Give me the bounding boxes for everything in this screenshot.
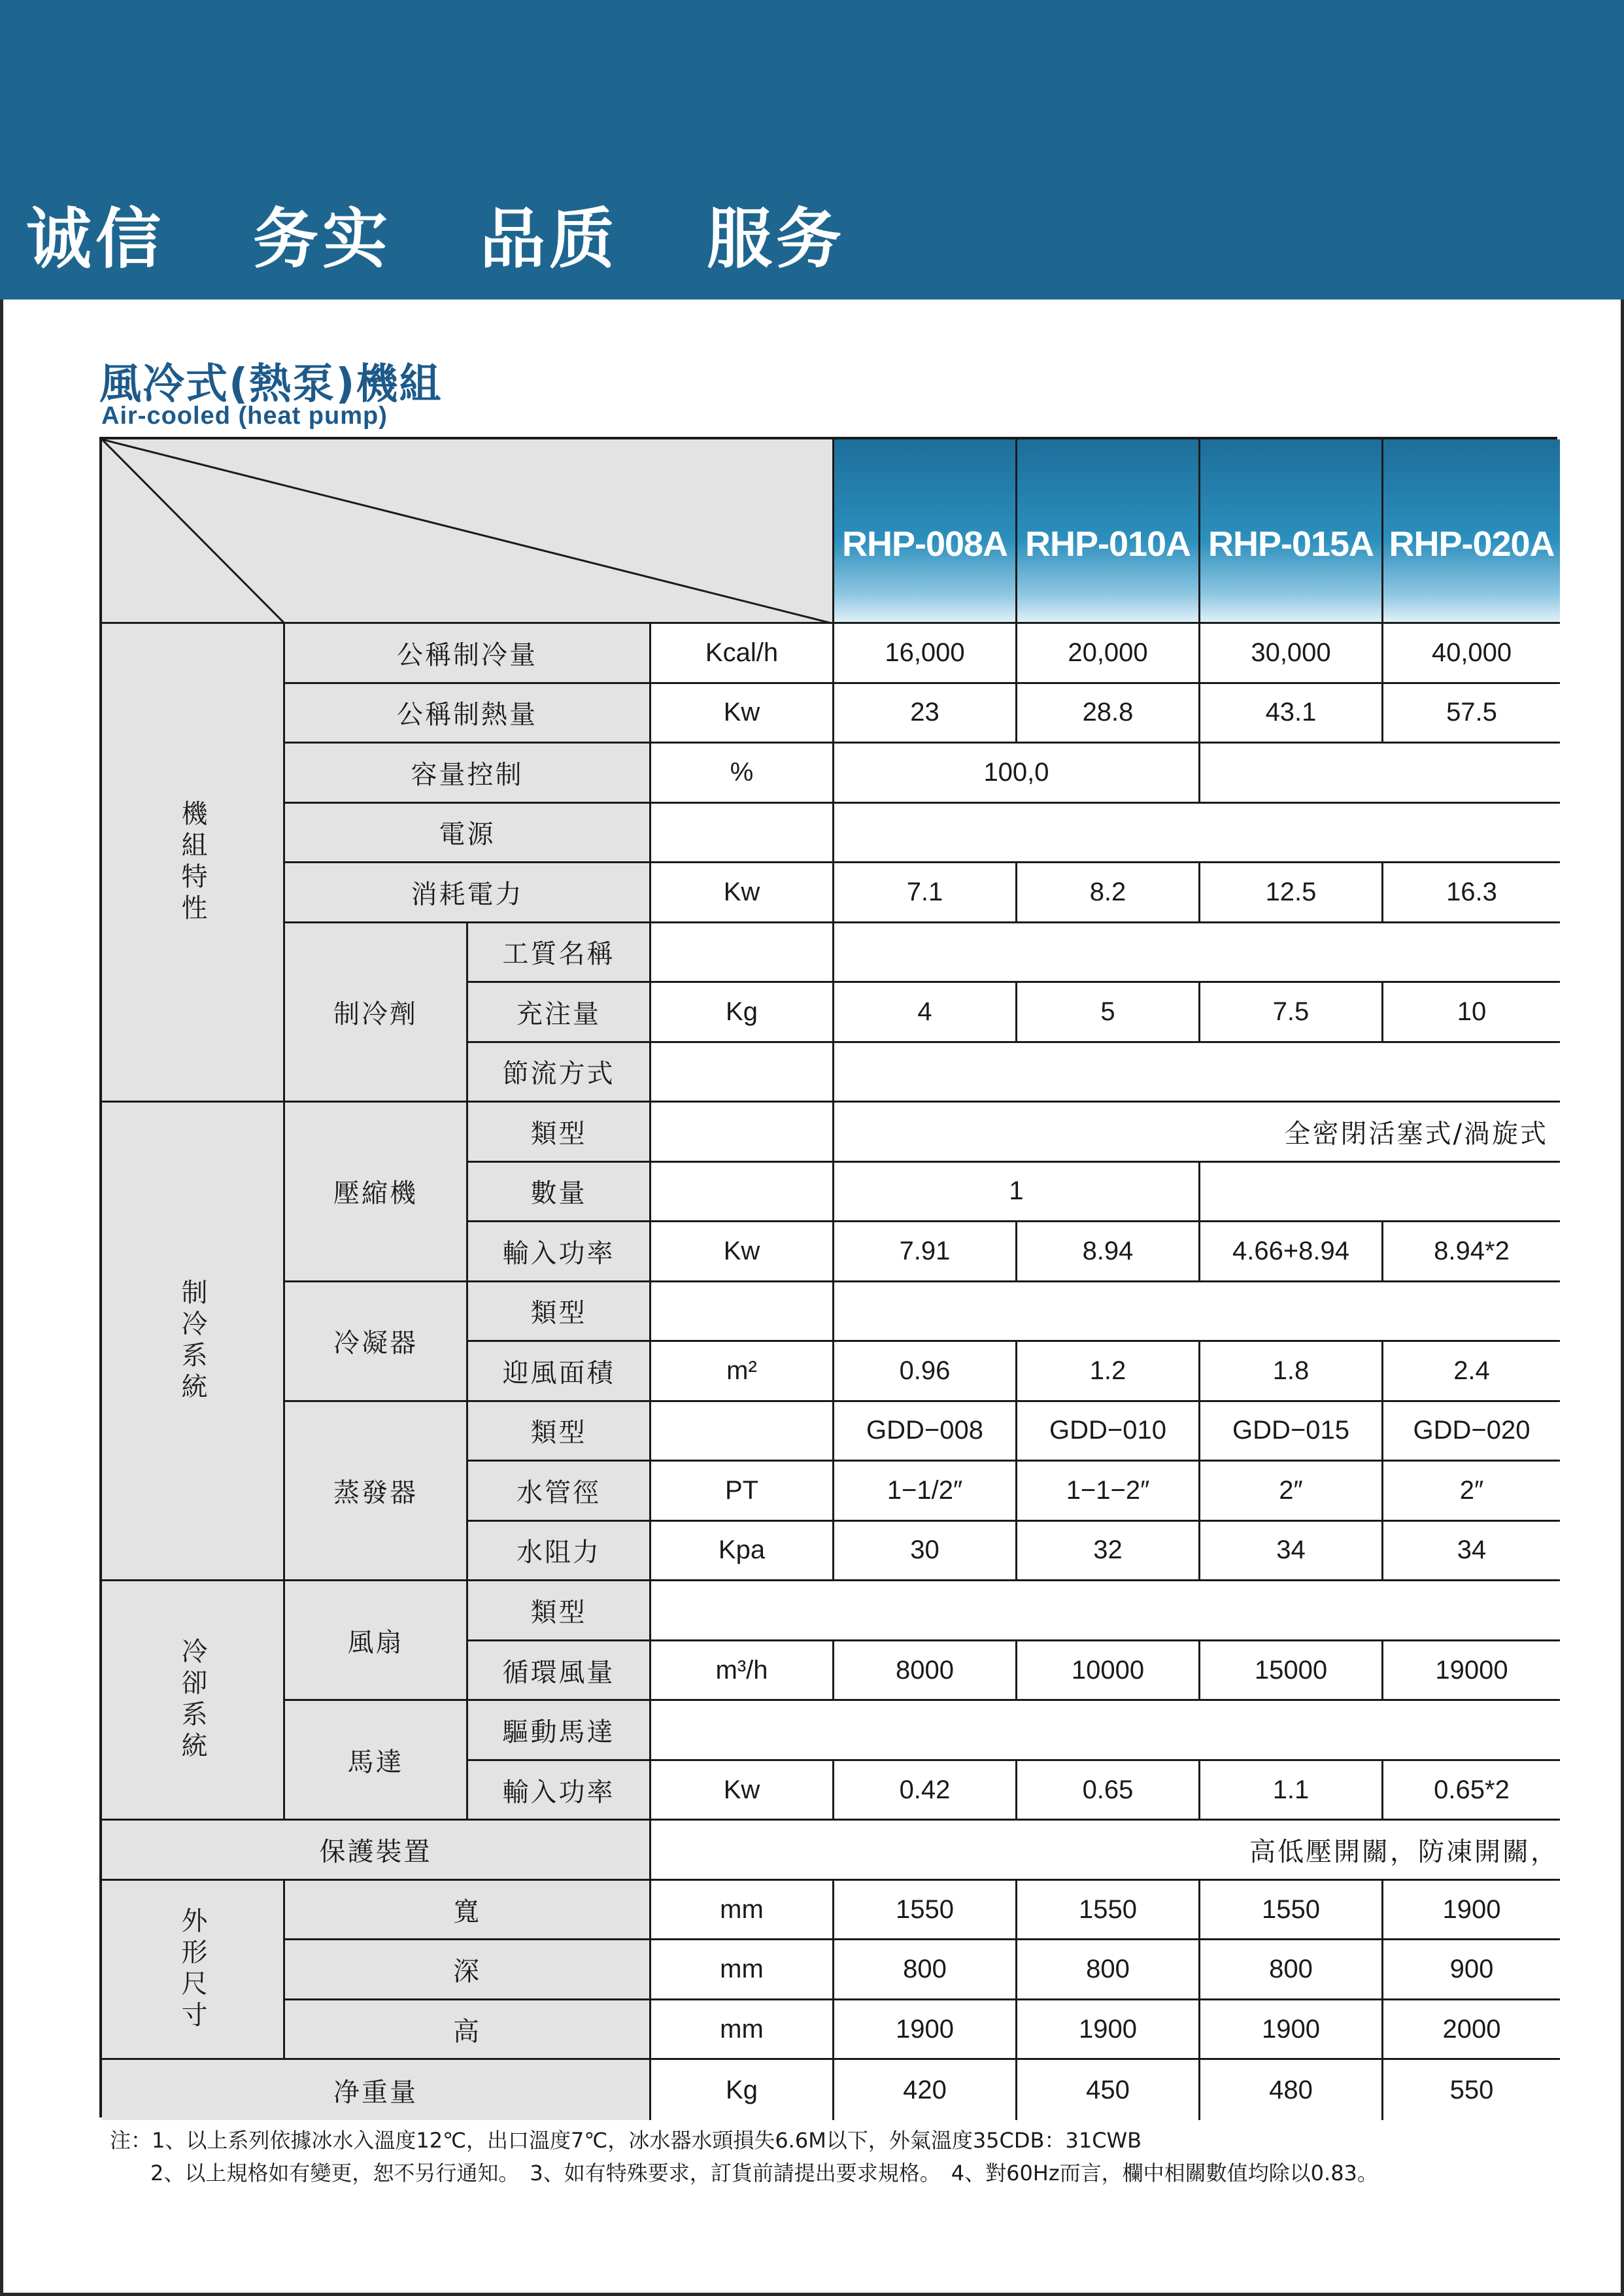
value-cell: 1−1−2″ — [1017, 1462, 1200, 1522]
value-cell: 8.94 — [1017, 1222, 1200, 1282]
unit-cell: m³/h — [651, 1641, 834, 1702]
value-cell: 550 — [1383, 2060, 1560, 2120]
value-cell: 2.4 — [1383, 1342, 1560, 1402]
sub-group-motor: 馬達 — [285, 1701, 468, 1821]
value-cell: 43.1 — [1200, 684, 1383, 744]
empty-cell — [1200, 744, 1560, 804]
value-cell: 1−1/2″ — [834, 1462, 1017, 1522]
value-cell: 0.65*2 — [1383, 1761, 1560, 1821]
row-label: 驅動馬達 — [468, 1701, 651, 1761]
sub-group-fan: 風扇 — [285, 1581, 468, 1701]
slogan-service: 服务 — [707, 201, 845, 277]
value-cell: 34 — [1200, 1522, 1383, 1582]
unit-cell — [651, 923, 834, 984]
unit-cell — [651, 804, 834, 864]
value-cell: 0.42 — [834, 1761, 1017, 1821]
value-cell: GDD−010 — [1017, 1402, 1200, 1462]
unit-cell — [651, 1103, 834, 1163]
unit-cell: Kw — [651, 863, 834, 923]
unit-cell: Kcal/h — [651, 624, 834, 684]
footnote-line-2: 2、以上規格如有變更，恕不另行通知。 3、如有特殊要求，訂貨前請提出要求規格。 4、對60Hz而言，欄中相關數值均除以0.83。 — [150, 2161, 1378, 2185]
header-banner — [0, 0, 1624, 300]
value-cell: 100,0 — [834, 744, 1200, 804]
spec-table — [99, 437, 1557, 2117]
row-label: 净重量 — [102, 2060, 651, 2120]
unit-cell: Kg — [651, 2060, 834, 2120]
row-label: 類型 — [468, 1581, 651, 1641]
value-cell: 15000 — [1200, 1641, 1383, 1702]
value-cell: 23 — [834, 684, 1017, 744]
table-corner — [102, 439, 834, 624]
value-cell: 1550 — [1200, 1881, 1383, 1941]
slogan-integrity: 诚信 — [26, 201, 165, 277]
value-cell: 1900 — [1200, 2000, 1383, 2061]
row-label: 水阻力 — [468, 1522, 651, 1582]
value-cell: 全密閉活塞式/渦旋式 — [834, 1103, 1560, 1163]
value-cell: 40,000 — [1383, 624, 1560, 684]
empty-cell — [834, 1282, 1560, 1343]
value-cell: 16.3 — [1383, 863, 1560, 923]
row-label: 數量 — [468, 1163, 651, 1223]
value-cell: 20,000 — [1017, 624, 1200, 684]
value-cell: 1.1 — [1200, 1761, 1383, 1821]
value-cell: 480 — [1200, 2060, 1383, 2120]
row-label: 類型 — [468, 1282, 651, 1343]
sub-group-compressor: 壓縮機 — [285, 1103, 468, 1282]
row-label: 容量控制 — [285, 744, 651, 804]
empty-cell — [1200, 1163, 1560, 1223]
value-cell: 8.2 — [1017, 863, 1200, 923]
group-refrigeration-system: 制冷系統 — [102, 1103, 285, 1581]
value-cell: 30,000 — [1200, 624, 1383, 684]
value-cell: 16,000 — [834, 624, 1017, 684]
value-cell: 8.94*2 — [1383, 1222, 1560, 1282]
value-cell: 800 — [834, 1940, 1017, 2000]
row-label: 迎風面積 — [468, 1342, 651, 1402]
page-title-cn: 風冷式(熱泵)機組 — [99, 360, 443, 409]
value-cell: 1900 — [834, 2000, 1017, 2061]
value-cell: GDD−020 — [1383, 1402, 1560, 1462]
row-label: 消耗電力 — [285, 863, 651, 923]
row-label: 公稱制冷量 — [285, 624, 651, 684]
value-cell: 420 — [834, 2060, 1017, 2120]
row-label: 輸入功率 — [468, 1761, 651, 1821]
model-header: RHP-010A — [1017, 439, 1200, 624]
value-cell: 10 — [1383, 983, 1560, 1043]
value-cell: 1.8 — [1200, 1342, 1383, 1402]
corner-diagonals — [102, 439, 834, 624]
empty-cell — [834, 804, 1560, 864]
value-cell: GDD−015 — [1200, 1402, 1383, 1462]
value-cell: GDD−008 — [834, 1402, 1017, 1462]
sub-group-condenser: 冷凝器 — [285, 1282, 468, 1402]
value-cell: 2″ — [1200, 1462, 1383, 1522]
value-cell: 7.91 — [834, 1222, 1017, 1282]
unit-cell: PT — [651, 1462, 834, 1522]
value-cell: 5 — [1017, 983, 1200, 1043]
empty-cell — [834, 1043, 1560, 1103]
value-cell: 2000 — [1383, 2000, 1560, 2061]
unit-cell — [651, 1163, 834, 1223]
value-cell: 57.5 — [1383, 684, 1560, 744]
unit-cell: m² — [651, 1342, 834, 1402]
row-label: 電源 — [285, 804, 651, 864]
value-cell: 30 — [834, 1522, 1017, 1582]
unit-cell: Kw — [651, 1761, 834, 1821]
value-cell: 1900 — [1017, 2000, 1200, 2061]
unit-cell — [651, 1043, 834, 1103]
value-cell: 高低壓開關，防凍開關， — [651, 1821, 1560, 1881]
unit-cell: Kw — [651, 684, 834, 744]
value-cell: 800 — [1200, 1940, 1383, 2000]
slogan-row — [26, 186, 845, 281]
unit-cell — [651, 1282, 834, 1343]
value-cell: 1.2 — [1017, 1342, 1200, 1402]
unit-cell: mm — [651, 1881, 834, 1941]
value-cell: 19000 — [1383, 1641, 1560, 1702]
value-cell: 10000 — [1017, 1641, 1200, 1702]
model-header: RHP-020A — [1383, 439, 1560, 624]
row-label: 輸入功率 — [468, 1222, 651, 1282]
page-title-en: Air-cooled (heat pump) — [101, 402, 388, 430]
value-cell: 1550 — [1017, 1881, 1200, 1941]
value-cell: 1900 — [1383, 1881, 1560, 1941]
row-label: 類型 — [468, 1402, 651, 1462]
empty-cell — [834, 923, 1560, 984]
value-cell: 450 — [1017, 2060, 1200, 2120]
value-cell: 8000 — [834, 1641, 1017, 1702]
footnotes — [110, 2124, 1378, 2189]
value-cell: 2″ — [1383, 1462, 1560, 1522]
row-label: 保護裝置 — [102, 1821, 651, 1881]
sub-group-evaporator: 蒸發器 — [285, 1402, 468, 1582]
row-label: 工質名稱 — [468, 923, 651, 984]
unit-cell: % — [651, 744, 834, 804]
row-label: 充注量 — [468, 983, 651, 1043]
model-header: RHP-015A — [1200, 439, 1383, 624]
unit-cell: Kw — [651, 1222, 834, 1282]
unit-cell: mm — [651, 2000, 834, 2061]
row-label: 高 — [285, 2000, 651, 2061]
value-cell: 1 — [834, 1163, 1200, 1223]
row-label: 循環風量 — [468, 1641, 651, 1702]
value-cell: 12.5 — [1200, 863, 1383, 923]
row-label: 節流方式 — [468, 1043, 651, 1103]
empty-cell — [651, 1581, 1560, 1641]
slogan-quality: 品质 — [480, 201, 618, 277]
value-cell: 32 — [1017, 1522, 1200, 1582]
value-cell: 7.5 — [1200, 983, 1383, 1043]
value-cell: 4.66+8.94 — [1200, 1222, 1383, 1282]
value-cell: 34 — [1383, 1522, 1560, 1582]
value-cell: 7.1 — [834, 863, 1017, 923]
row-label: 水管徑 — [468, 1462, 651, 1522]
group-cooling-system: 冷卻系統 — [102, 1581, 285, 1821]
unit-cell: Kpa — [651, 1522, 834, 1582]
row-label: 公稱制熱量 — [285, 684, 651, 744]
row-label: 深 — [285, 1940, 651, 2000]
unit-cell — [651, 1402, 834, 1462]
value-cell: 900 — [1383, 1940, 1560, 2000]
group-dimensions: 外形尺寸 — [102, 1881, 285, 2061]
row-label: 類型 — [468, 1103, 651, 1163]
value-cell: 28.8 — [1017, 684, 1200, 744]
group-unit-characteristics: 機組特性 — [102, 624, 285, 1103]
footnote-line-1: 注：1、以上系列依據冰水入溫度12℃，出口溫度7℃，冰水器水頭損失6.6M以下，外氣溫度35CDB：31CWB — [110, 2128, 1142, 2153]
value-cell: 800 — [1017, 1940, 1200, 2000]
value-cell: 1550 — [834, 1881, 1017, 1941]
value-cell: 0.65 — [1017, 1761, 1200, 1821]
unit-cell: Kg — [651, 983, 834, 1043]
model-header: RHP-008A — [834, 439, 1017, 624]
sub-group-refrigerant: 制冷劑 — [285, 923, 468, 1103]
unit-cell: mm — [651, 1940, 834, 2000]
slogan-pragmatism: 务实 — [253, 201, 392, 277]
row-label: 寬 — [285, 1881, 651, 1941]
value-cell: 4 — [834, 983, 1017, 1043]
value-cell: 0.96 — [834, 1342, 1017, 1402]
empty-cell — [651, 1701, 1560, 1761]
